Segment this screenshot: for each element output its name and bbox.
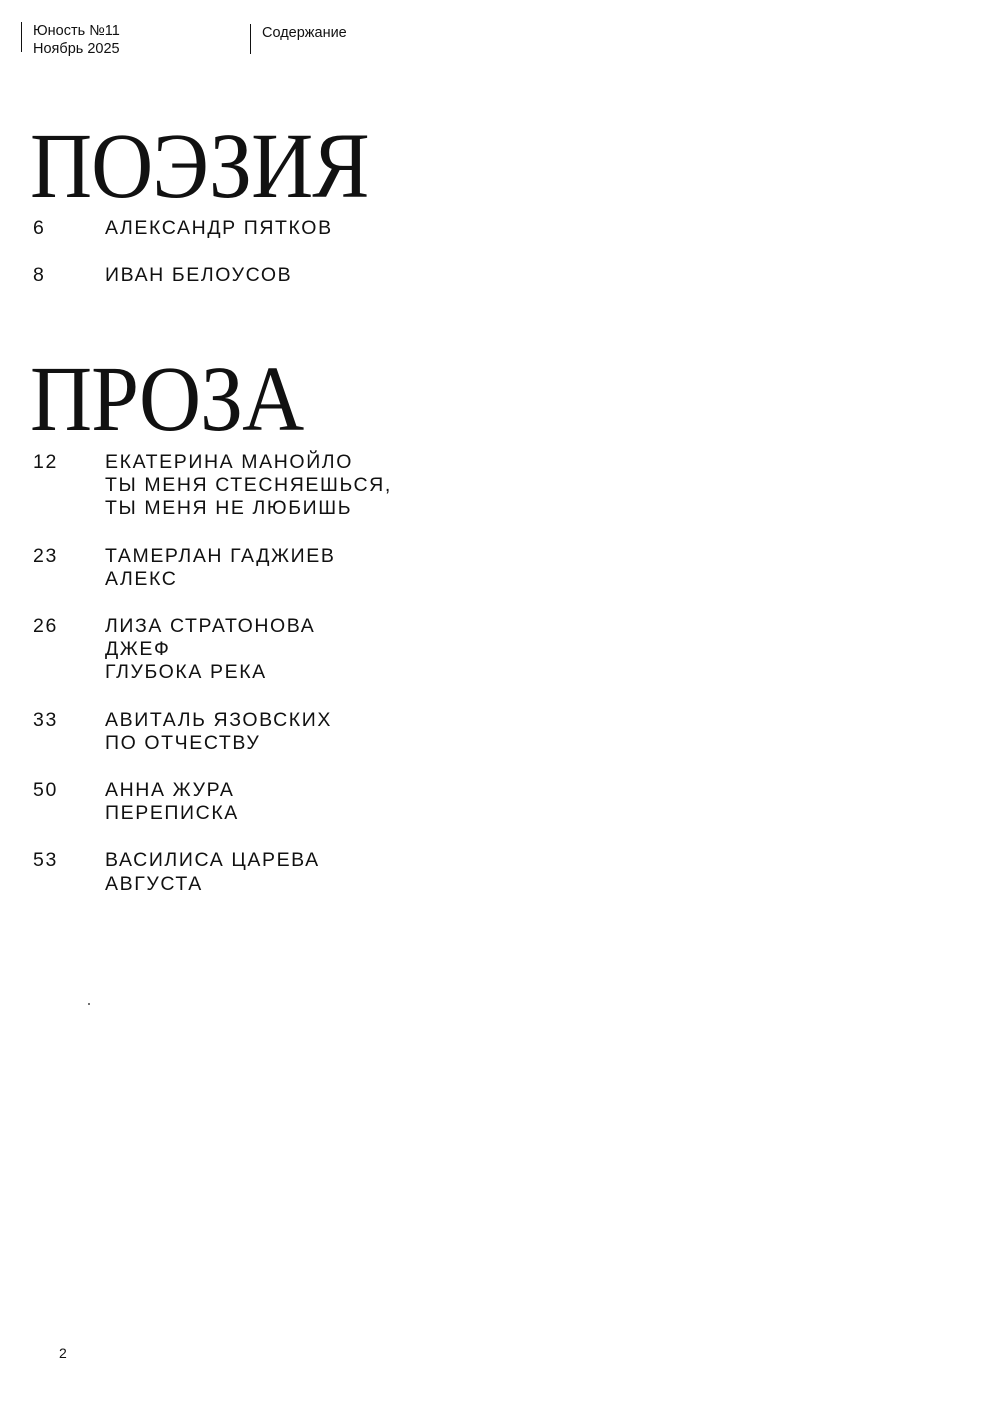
entry-text <box>105 264 292 287</box>
toc-entry <box>33 217 333 240</box>
entry-work-title: ГЛУБОКА РЕКА <box>105 661 267 684</box>
entry-work-title: ПО ОТЧЕСТВУ <box>105 731 261 754</box>
entry-author: АВИТАЛЬ ЯЗОВСКИХ <box>105 708 332 731</box>
page-number: 2 <box>59 1345 67 1361</box>
entry-text <box>105 709 332 755</box>
entry-page-number: 23 <box>33 544 58 567</box>
toc-entry <box>33 545 392 591</box>
entry-text <box>105 451 392 521</box>
poetry-section-title: ПОЭЗИЯ <box>30 113 369 218</box>
entry-page-number: 53 <box>33 849 58 872</box>
entry-author: ТАМЕРЛАН ГАДЖИЕВ <box>105 544 336 567</box>
entry-page-number: 8 <box>33 264 46 287</box>
entry-page-number: 50 <box>33 779 58 802</box>
toc-entry <box>33 849 392 895</box>
entry-text <box>105 615 315 685</box>
entry-text <box>105 779 239 825</box>
magazine-header <box>21 22 120 57</box>
prose-list <box>33 451 392 920</box>
entry-author: ЛИЗА СТРАТОНОВА <box>105 615 316 638</box>
toc-entry <box>33 779 392 825</box>
entry-page-number: 6 <box>33 217 46 239</box>
toc-entry <box>33 709 392 755</box>
entry-work-title: ТЫ МЕНЯ НЕ ЛЮБИШЬ <box>105 497 353 520</box>
entry-work-title: ТЫ МЕНЯ СТЕСНЯЕШЬСЯ, <box>105 474 392 497</box>
toc-entry <box>33 451 392 521</box>
toc-entry <box>33 615 392 685</box>
entry-text <box>105 217 333 240</box>
entry-author: ИВАН БЕЛОУСОВ <box>105 264 293 287</box>
entry-page-number: 26 <box>33 615 58 638</box>
prose-section-title: ПРОЗА <box>30 346 304 451</box>
issue-date: Ноябрь 2025 <box>33 41 120 57</box>
entry-page-number: 33 <box>33 708 58 731</box>
poetry-list <box>33 217 333 311</box>
toc-entry <box>33 264 333 287</box>
entry-text <box>105 545 335 591</box>
entry-author: АЛЕКСАНДР ПЯТКОВ <box>105 217 333 239</box>
print-speck <box>88 1003 90 1005</box>
entry-work-title: АЛЕКС <box>105 567 178 590</box>
entry-author: ЕКАТЕРИНА МАНОЙЛО <box>105 451 353 473</box>
entry-page-number: 12 <box>33 451 58 473</box>
entry-work-title: ДЖЕФ <box>105 638 171 661</box>
section-header <box>250 24 347 54</box>
entry-work-title: АВГУСТА <box>105 872 203 895</box>
entry-work-title: ПЕРЕПИСКА <box>105 802 239 825</box>
magazine-title: Юность №11 <box>33 23 120 39</box>
entry-text <box>105 849 320 895</box>
entry-author: АННА ЖУРА <box>105 779 235 802</box>
entry-author: ВАСИЛИСА ЦАРЕВА <box>105 849 320 872</box>
section-label: Содержание <box>262 25 347 41</box>
